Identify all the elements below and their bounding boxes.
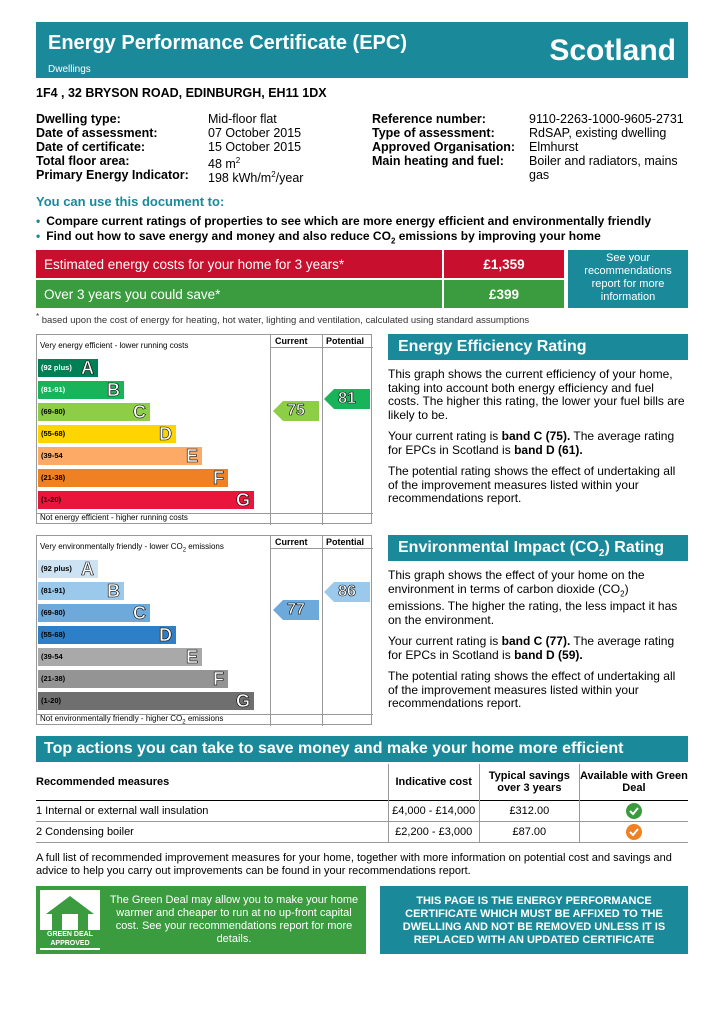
- band-range: (55-68): [41, 630, 66, 639]
- ei-p1: This graph shows the effect of your home on the environment in terms of carbon dioxide $(CO_2)$ emissions. The higher the rating, the less impact it has on the environment.: [388, 568, 678, 627]
- detail-key: Reference number:: [372, 112, 486, 126]
- detail-value-cont: gas: [529, 168, 550, 182]
- band-range: (21-38): [41, 473, 66, 482]
- green-deal-box: [36, 886, 366, 954]
- ei-chart: [36, 535, 372, 725]
- bullet-item: • Compare current ratings of properties to see which are more energy efficient and environmentally friendly: [36, 214, 652, 228]
- detail-value: Elmhurst: [529, 140, 579, 154]
- affix-notice: THIS PAGE IS THE ENERGY PERFORMANCE CERTIFICATE WHICH MUST BE AFFIXED TO THE DWELLING AND NOT BE REMOVED UNLESS IT IS REPLACED WITH AN UPDATED CERTIFICATE: [380, 886, 688, 954]
- band-letter: G: [235, 691, 250, 711]
- band-range: (39-54: [41, 451, 63, 460]
- bullet-item: • Find out how to save energy and money and also reduce $CO_2$ emissions by improving your home: [36, 229, 601, 246]
- detail-key: Type of assessment:: [372, 126, 495, 140]
- ee-p3: The potential rating shows the effect of undertaking all of the improvement measures listed within your recommendations report.: [388, 464, 676, 505]
- current-rating-arrow: 77: [273, 600, 319, 620]
- details-left: [36, 112, 366, 184]
- band-letter: D: [159, 625, 172, 645]
- band-letter: F: [213, 468, 224, 488]
- detail-value: 9110-2263-1000-9605-2731: [529, 112, 684, 126]
- band-letter: E: [185, 446, 198, 466]
- house-icon: [40, 892, 100, 932]
- band-b: [38, 582, 124, 600]
- table-row: 1 Internal or external wall insulation £4,000 - £14,000 £312.00: [36, 800, 688, 821]
- actions-footer: A full list of recommended improvement measures for your home, together with more information on potential cost and savings and advice to help you carry out improvements can be found in your recommendations report.: [36, 852, 672, 877]
- detail-key: Main heating and fuel:: [372, 154, 504, 168]
- band-letter: C: [133, 402, 146, 422]
- band-range: (21-38): [41, 674, 66, 683]
- check-icon: [626, 824, 642, 840]
- ee-p1: This graph shows the current efficiency of your home, taking into account both energy efficiency and fuel costs. The higher this rating, the lower your fuel bills are likely to be.: [388, 367, 685, 422]
- ee-bottom-label: Not energy efficient - higher running costs: [40, 513, 188, 522]
- col-current: Current: [275, 537, 308, 547]
- band-d: [38, 425, 176, 443]
- detail-key: Date of certificate:: [36, 140, 146, 154]
- details-right: [372, 112, 692, 184]
- band-a: [38, 560, 98, 578]
- potential-rating-arrow: 86: [324, 582, 370, 602]
- epc-header: [36, 22, 688, 78]
- col-current: Current: [275, 336, 308, 346]
- band-f: [38, 670, 228, 688]
- band-letter: A: [81, 559, 94, 579]
- detail-key: Total floor area:: [36, 154, 130, 168]
- ei-panel: [388, 535, 688, 719]
- band-c: [38, 604, 150, 622]
- band-d: [38, 626, 176, 644]
- band-f: [38, 469, 228, 487]
- band-range: (1-20): [41, 696, 62, 705]
- ee-panel: [388, 334, 688, 514]
- th-green-deal: Available with Green Deal: [579, 764, 688, 800]
- detail-value: Mid-floor flat: [208, 112, 277, 126]
- ei-p3: The potential rating shows the effect of undertaking all of the improvement measures listed within your recommendations report.: [388, 669, 676, 711]
- band-range: (92 plus): [41, 363, 72, 372]
- band-e: [38, 447, 202, 465]
- col-potential: Potential: [326, 537, 365, 547]
- property-address: 1F4 , 32 BRYSON ROAD, EDINBURGH, EH11 1DX: [36, 86, 327, 100]
- band-range: (1-20): [41, 495, 62, 504]
- current-rating-arrow: 75: [273, 401, 319, 421]
- band-range: (69-80): [41, 608, 66, 617]
- detail-value: 07 October 2015: [208, 126, 302, 140]
- potential-rating-arrow: 81: [324, 389, 370, 409]
- actions-title: Top actions you can take to save money and make your home more efficient: [36, 736, 688, 762]
- page-title: Energy Performance Certificate (EPC): [48, 32, 408, 54]
- ee-panel-title: Energy Efficiency Rating: [388, 334, 688, 360]
- th-measures: Recommended measures: [36, 775, 170, 788]
- check-icon: [626, 803, 642, 819]
- recommendations-note: See your recommendations report for more information: [568, 250, 688, 308]
- band-letter: F: [213, 669, 224, 689]
- band-range: (81-91): [41, 586, 66, 595]
- ei-bottom-label: Not environmentally friendly - higher $CO_2$ emissions: [40, 714, 224, 726]
- band-letter: C: [133, 603, 146, 623]
- band-g: [38, 491, 254, 509]
- ee-p2: Your current rating is band C (75). The average rating for EPCs in Scotland is band D (61).: [388, 429, 675, 457]
- detail-value: 48 $m^2$: [208, 156, 241, 172]
- detail-value: Boiler and radiators, mains: [529, 154, 678, 168]
- detail-value: 198 kWh/$m^2$/year: [208, 170, 304, 186]
- cost-footnote: * based upon the cost of energy for heating, hot water, lighting and ventilation, calculated using standard assumptions: [36, 312, 530, 327]
- ei-p2: Your current rating is band C (77). The average rating for EPCs in Scotland is band D (59).: [388, 634, 675, 662]
- band-letter: B: [107, 380, 120, 400]
- band-b: [38, 381, 124, 399]
- detail-key: Approved Organisation:: [372, 140, 516, 154]
- table-row: 2 Condensing boiler £2,200 - £3,000 £87.00: [36, 821, 688, 842]
- ei-panel-title: Environmental Impact $(CO_2)$ Rating: [388, 535, 688, 561]
- band-range: (81-91): [41, 385, 66, 394]
- band-letter: G: [235, 490, 250, 510]
- use-title: You can use this document to:: [36, 194, 225, 209]
- band-letter: D: [159, 424, 172, 444]
- band-range: (39-54: [41, 652, 63, 661]
- actions-table: [36, 764, 688, 843]
- th-cost: Indicative cost: [388, 764, 479, 800]
- band-range: (55-68): [41, 429, 66, 438]
- cost-value-row2: £399: [444, 280, 564, 308]
- band-range: (69-80): [41, 407, 66, 416]
- band-g: [38, 692, 254, 710]
- band-letter: B: [107, 581, 120, 601]
- cost-value-row1: £1,359: [444, 250, 564, 278]
- region-label: Scotland: [549, 34, 676, 67]
- ee-chart: [36, 334, 372, 524]
- detail-value: 15 October 2015: [208, 140, 302, 154]
- detail-key: Dwelling type:: [36, 112, 121, 126]
- th-savings: Typical savings over 3 years: [479, 764, 579, 800]
- cost-label-row1: Estimated energy costs for your home for 3 years*: [36, 250, 442, 278]
- band-letter: A: [81, 358, 94, 378]
- col-potential: Potential: [326, 336, 365, 346]
- detail-key: Date of assessment:: [36, 126, 158, 140]
- detail-value: RdSAP, existing dwelling: [529, 126, 667, 140]
- green-deal-logo: GREEN DEAL APPROVED: [40, 890, 100, 950]
- ei-top-label: Very environmentally friendly - lower $CO_2$ emissions: [40, 542, 224, 554]
- use-bullets: [36, 214, 651, 248]
- band-letter: E: [185, 647, 198, 667]
- ee-top-label: Very energy efficient - lower running costs: [40, 341, 189, 350]
- detail-key: Primary Energy Indicator:: [36, 168, 189, 182]
- band-range: (92 plus): [41, 564, 72, 573]
- green-deal-text: The Green Deal may allow you to make your home warmer and cheaper to run at no up-front capital cost. See your recommendations report for more details.: [109, 894, 359, 945]
- page-subtitle: Dwellings: [48, 64, 91, 75]
- band-c: [38, 403, 150, 421]
- cost-label-row2: Over 3 years you could save*: [36, 280, 442, 308]
- band-a: [38, 359, 98, 377]
- band-e: [38, 648, 202, 666]
